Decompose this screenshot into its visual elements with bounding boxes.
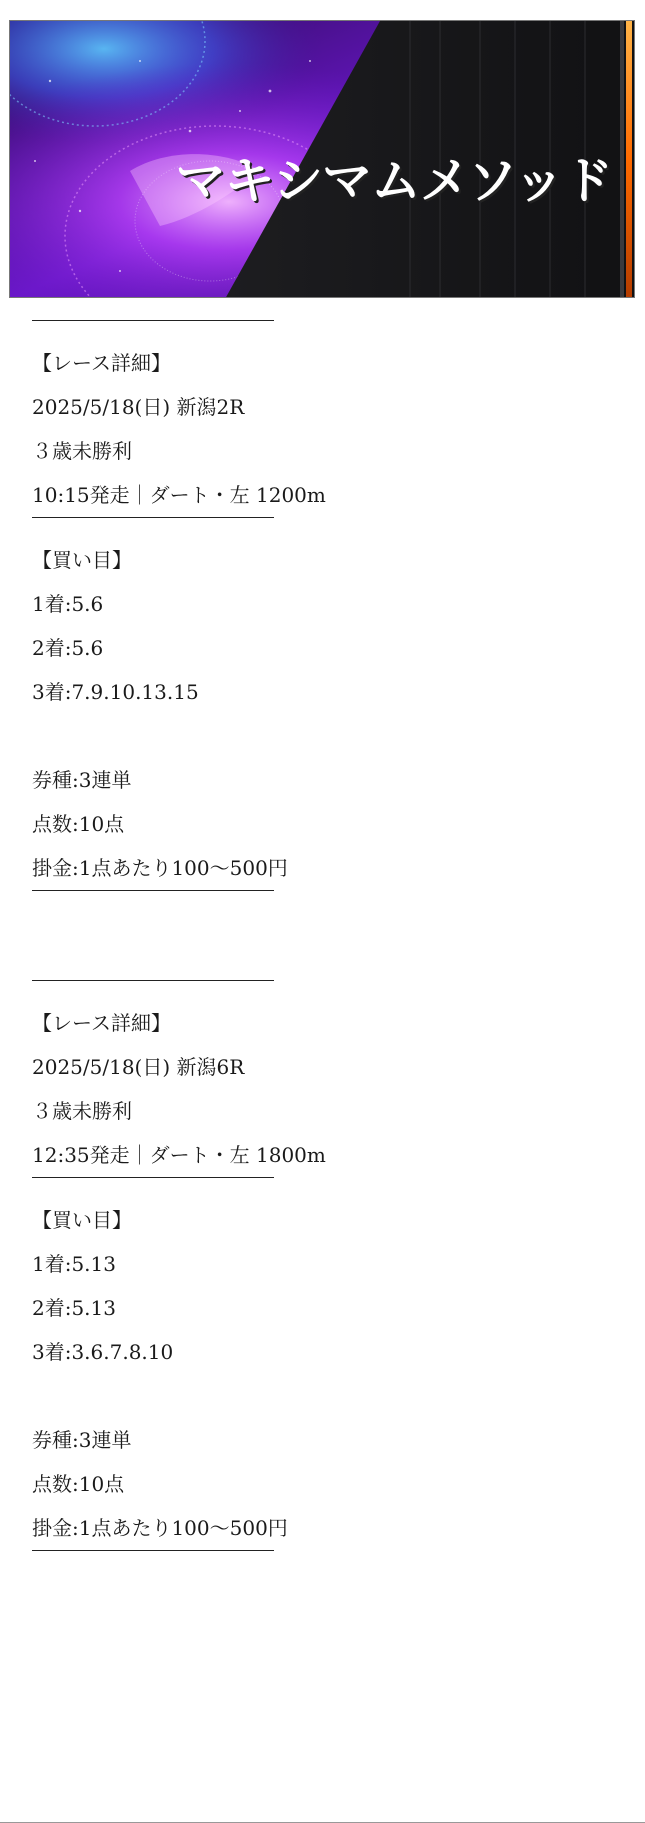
banner-title: マキシマムメソッド [175, 152, 612, 210]
bet-points: 点数:10点 [32, 1472, 125, 1496]
main-content [32, 300, 612, 1551]
bet-third-place: 3着:7.9.10.13.15 [32, 680, 199, 704]
bet-second-place: 2着:5.13 [32, 1296, 116, 1320]
race-date-venue: 2025/5/18(日) 新潟6R [32, 1055, 245, 1079]
bet-second-place: 2着:5.6 [32, 636, 104, 660]
race-class: ３歳未勝利 [32, 1099, 132, 1123]
race-details-heading: 【レース詳細】 [32, 351, 171, 375]
race-block-2 [32, 981, 612, 1551]
bet-stake: 掛金:1点あたり100〜500円 [32, 856, 288, 880]
race-date-venue: 2025/5/18(日) 新潟2R [32, 395, 245, 419]
race-class: ３歳未勝利 [32, 439, 132, 463]
bet-first-place: 1着:5.13 [32, 1252, 116, 1276]
bet-type: 券種:3連単 [32, 768, 132, 792]
bet-first-place: 1着:5.6 [32, 592, 104, 616]
bet-stake: 掛金:1点あたり100〜500円 [32, 1516, 288, 1540]
bets-heading: 【買い目】 [32, 548, 132, 572]
bet-points: 点数:10点 [32, 812, 125, 836]
race-details-heading: 【レース詳細】 [32, 1011, 171, 1035]
race-start-course: 10:15発走｜ダート・左 1200m [32, 483, 326, 507]
bet-type: 券種:3連単 [32, 1428, 132, 1452]
bet-third-place: 3着:3.6.7.8.10 [32, 1340, 174, 1364]
bets-heading: 【買い目】 [32, 1208, 132, 1232]
banner-image [9, 20, 635, 298]
divider [32, 1550, 274, 1551]
race-start-course: 12:35発走｜ダート・左 1800m [32, 1143, 326, 1167]
race-block-1 [32, 321, 612, 891]
